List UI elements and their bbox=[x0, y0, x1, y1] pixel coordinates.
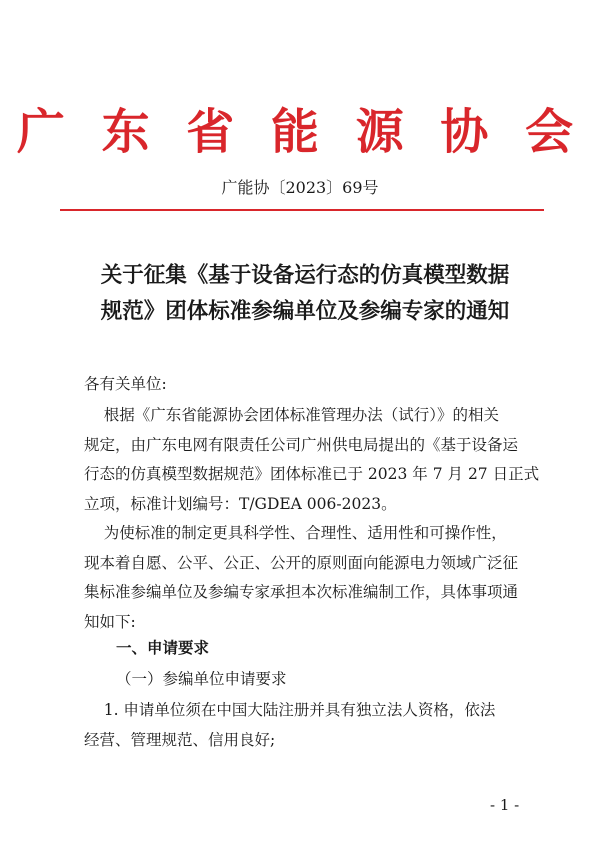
red-header-rule bbox=[60, 209, 544, 211]
section-heading: 一、申请要求 bbox=[116, 639, 210, 657]
paragraph-line: 为使标准的制定更具科学性、合理性、适用性和可操作性， bbox=[84, 524, 507, 542]
paragraph-line: 1. 申请单位须在中国大陆注册并具有独立法人资格，依法 bbox=[84, 701, 496, 719]
paragraph-line: 经营、管理规范、信用良好; bbox=[84, 730, 276, 749]
document-number: 广能协〔2023〕69号 bbox=[221, 178, 379, 197]
notice-title bbox=[70, 258, 540, 330]
paragraph-line: 规定，由广东电网有限责任公司广州供电局提出的《基于设备运 bbox=[84, 435, 519, 454]
paragraph-line: 知如下: bbox=[84, 612, 136, 631]
paragraph-line: 现本着自愿、公平、公正、公开的原则面向能源电力领域广泛征 bbox=[84, 553, 519, 572]
subsection-heading: （一）参编单位申请要求 bbox=[116, 670, 287, 688]
paragraph-3 bbox=[84, 696, 532, 755]
notice-title-line: 关于征集《基于设备运行态的仿真模型数据 bbox=[100, 263, 510, 288]
paragraph-line: 根据《广东省能源协会团体标准管理办法（试行）》的相关 bbox=[84, 406, 499, 424]
paragraph-line: 集标准参编单位及参编专家承担本次标准编制工作，具体事项通 bbox=[84, 583, 519, 601]
paragraph-1 bbox=[84, 401, 540, 519]
paragraph-line: 行态的仿真模型数据规范》团体标准已于 2023 年 7 月 27 日正式 bbox=[84, 465, 540, 483]
paragraph-2 bbox=[84, 519, 532, 637]
notice-title-line: 规范》团体标准参编单位及参编专家的通知 bbox=[100, 299, 510, 324]
organization-name: 广 东 省 能 源 协 会 bbox=[16, 104, 584, 160]
addressee: 各有关单位: bbox=[84, 375, 167, 393]
page-number: - 1 - bbox=[490, 796, 520, 814]
paragraph-line: 立项，标准计划编号：T/GDEA 006-2023。 bbox=[84, 494, 397, 513]
